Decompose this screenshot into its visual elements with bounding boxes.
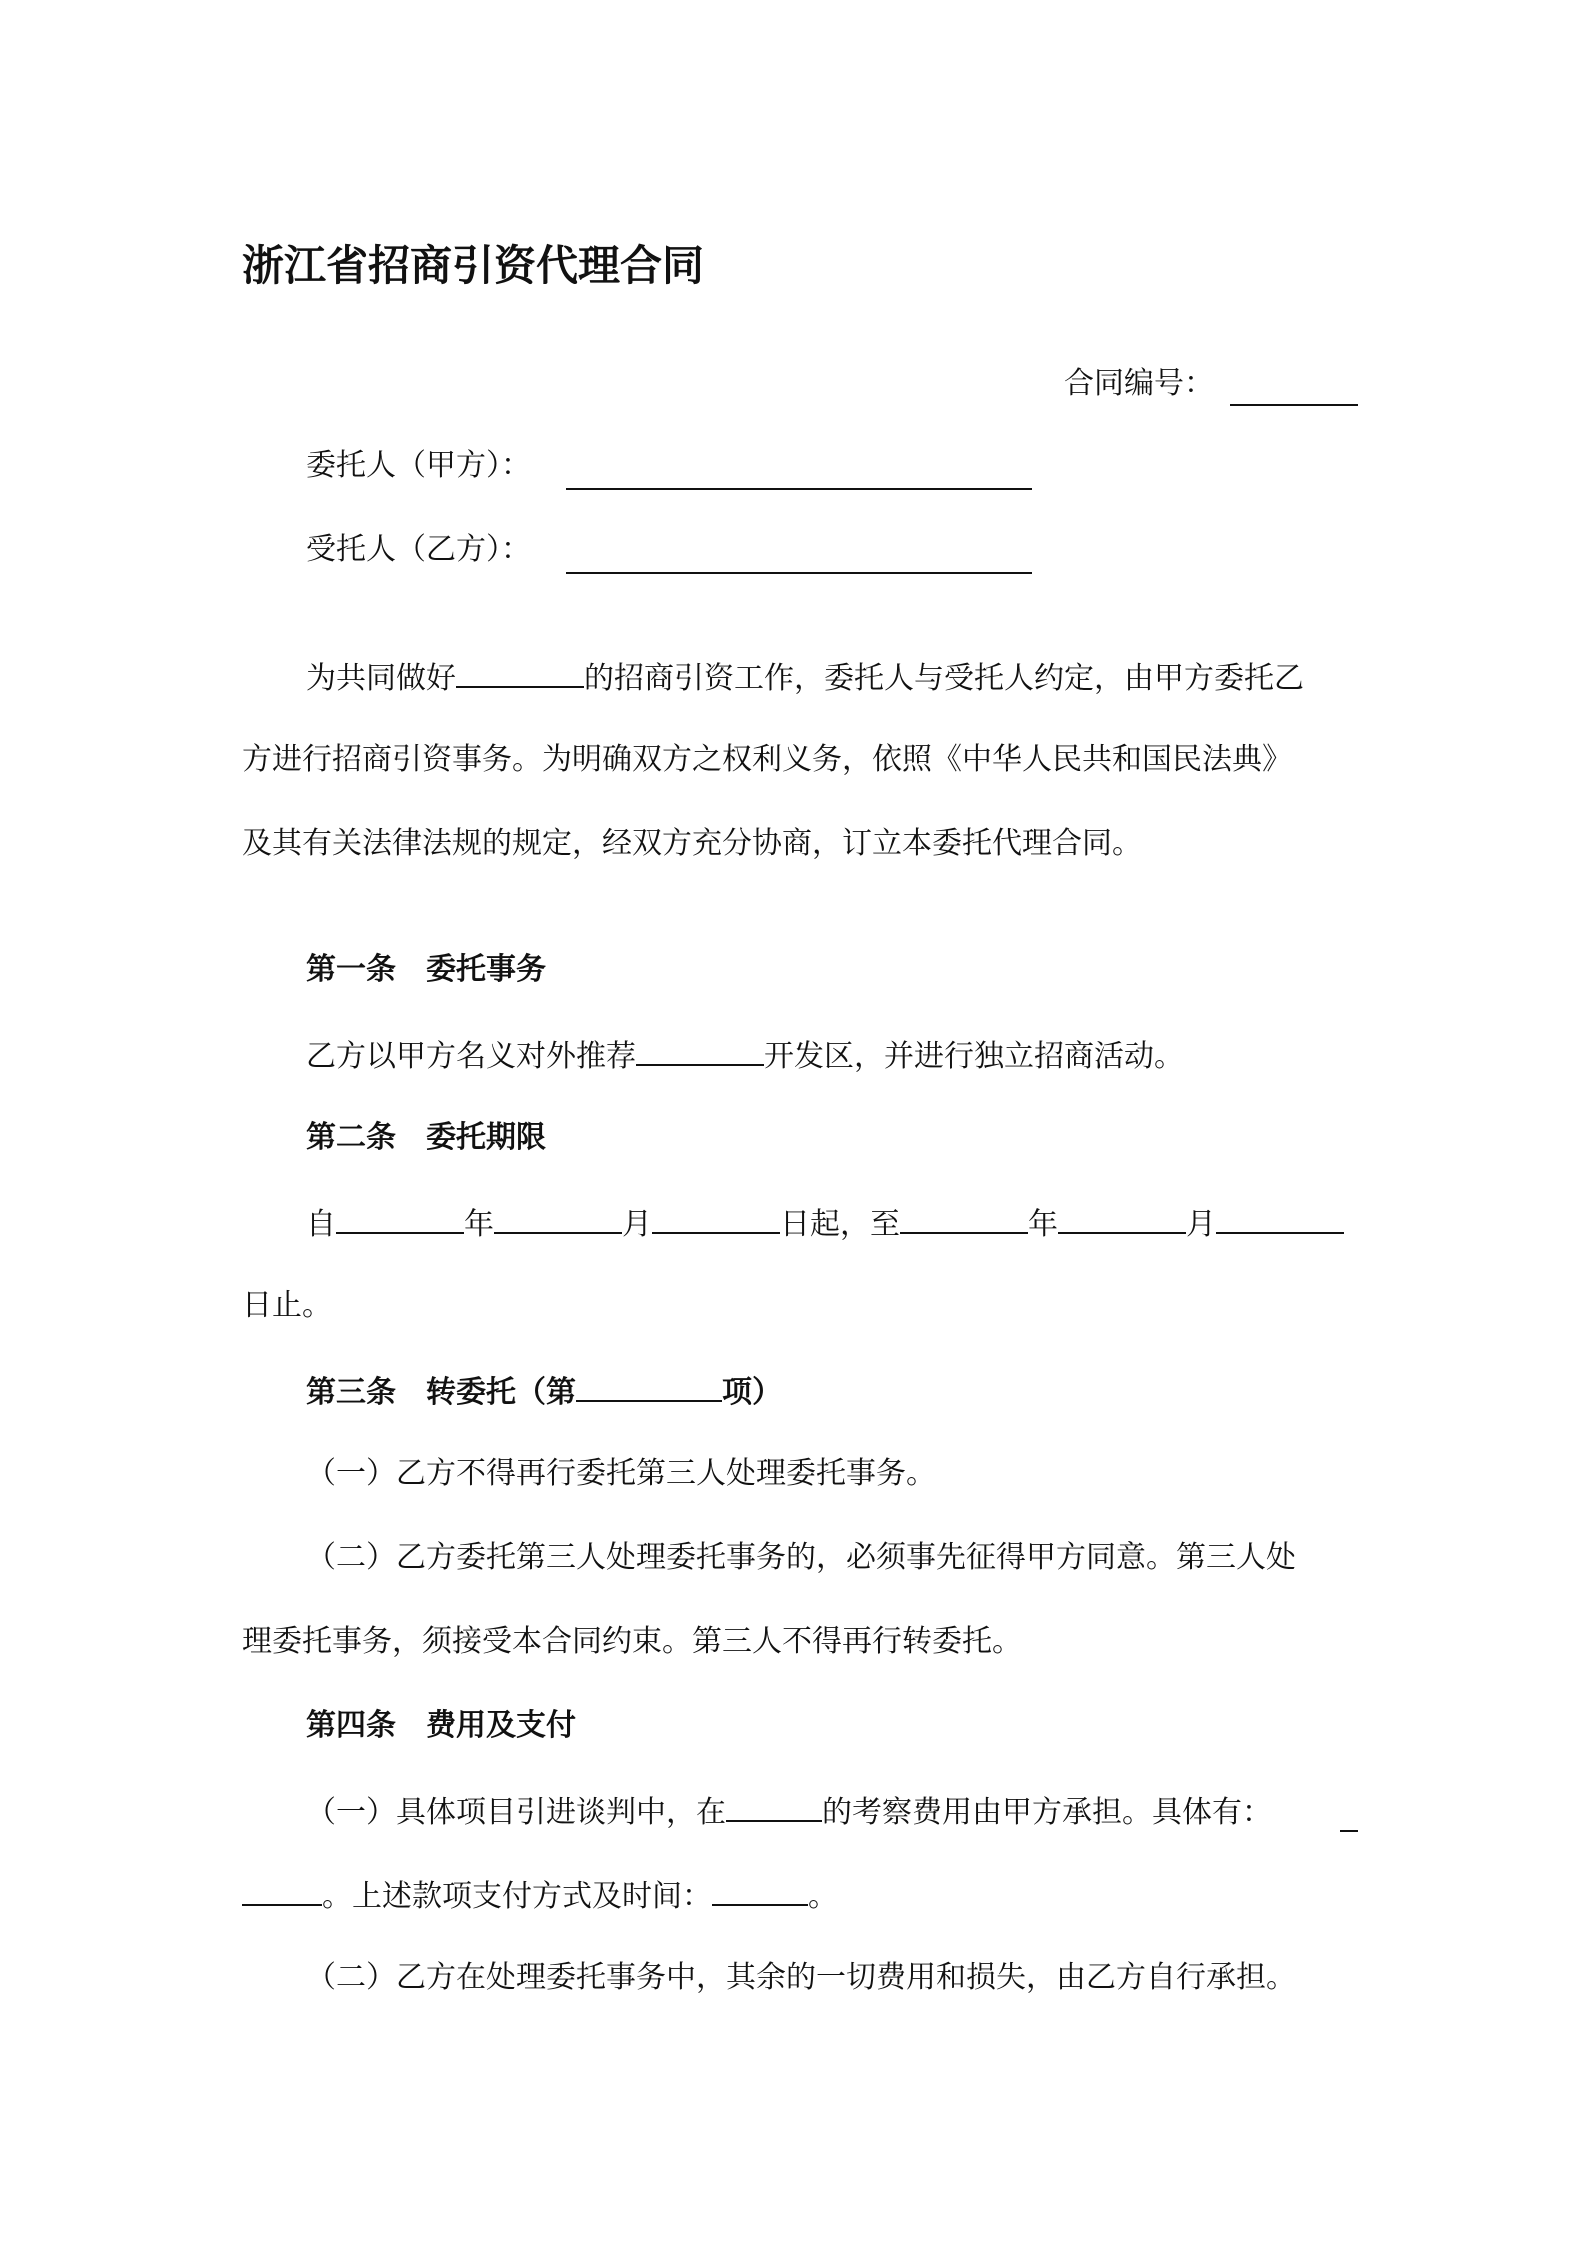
article-3-heading <box>306 1370 782 1413</box>
article-4-item-1-line-1 <box>306 1790 1272 1833</box>
item-number-blank[interactable] <box>576 1370 722 1402</box>
text-month: 月 <box>622 1207 652 1242</box>
article-4-item-1-text-c: 。上述款项支付方式及时间： <box>322 1879 712 1914</box>
text-month-2: 月 <box>1186 1207 1216 1242</box>
preamble-line-3: 及其有关法律法规的规定，经双方充分协商，订立本委托代理合同。 <box>242 826 1142 861</box>
article-4-item-2: （二）乙方在处理委托事务中，其余的一切费用和损失，由乙方自行承担。 <box>306 1960 1296 1995</box>
article-1-heading: 第一条 委托事务 <box>306 952 546 987</box>
article-3-item-2a: （二）乙方委托第三人处理委托事务的，必须事先征得甲方同意。第三人处 <box>306 1540 1296 1575</box>
article-4-item-1-line-2 <box>242 1874 838 1917</box>
end-day-blank[interactable] <box>1216 1202 1344 1234</box>
article-1-text-a: 乙方以甲方名义对外推荐 <box>306 1039 636 1074</box>
start-month-blank[interactable] <box>494 1202 622 1234</box>
party-a-blank[interactable] <box>566 488 1032 490</box>
preamble-text: 的招商引资工作，委托人与受托人约定，由甲方委托乙 <box>584 661 1304 696</box>
start-day-blank[interactable] <box>652 1202 780 1234</box>
article-4-item-1-text-a: （一）具体项目引进谈判中，在 <box>306 1795 726 1830</box>
article-1-text-b: 开发区，并进行独立招商活动。 <box>764 1039 1184 1074</box>
text-day-to: 日起，至 <box>780 1207 900 1242</box>
party-a-label: 委托人（甲方）： <box>306 448 531 483</box>
article-2-period <box>306 1202 1344 1245</box>
article-4-item-1-text-d: 。 <box>808 1879 838 1914</box>
start-year-blank[interactable] <box>336 1202 464 1234</box>
article-4-item-1-text-b: 的考察费用由甲方承担。具体有： <box>822 1795 1272 1830</box>
preamble-text: 为共同做好 <box>306 661 456 696</box>
party-b-blank[interactable] <box>566 572 1032 574</box>
end-month-blank[interactable] <box>1058 1202 1186 1234</box>
end-year-blank[interactable] <box>900 1202 1028 1234</box>
document-title: 浙江省招商引资代理合同 <box>242 241 705 290</box>
article-3-item-1: （一）乙方不得再行委托第三人处理委托事务。 <box>306 1456 936 1491</box>
text-from: 自 <box>306 1207 336 1242</box>
article-2-heading: 第二条 委托期限 <box>306 1120 546 1155</box>
party-b-label: 受托人（乙方）： <box>306 532 531 567</box>
project-blank[interactable] <box>456 656 584 688</box>
contract-number-label: 合同编号： <box>1064 366 1214 401</box>
preamble-line-1 <box>306 656 1304 699</box>
article-3-heading-a: 第三条 转委托（第 <box>306 1375 576 1410</box>
details-blank-start[interactable] <box>1340 1830 1358 1832</box>
text-year: 年 <box>464 1207 494 1242</box>
article-4-heading: 第四条 费用及支付 <box>306 1708 576 1743</box>
article-3-item-2b: 理委托事务，须接受本合同约束。第三人不得再行转委托。 <box>242 1624 1022 1659</box>
stage-blank[interactable] <box>726 1790 822 1822</box>
preamble-line-2: 方进行招商引资事务。为明确双方之权利义务，依照《中华人民共和国民法典》 <box>242 742 1292 777</box>
article-2-end: 日止。 <box>242 1288 332 1323</box>
article-1-text <box>306 1034 1184 1077</box>
details-blank[interactable] <box>242 1874 322 1906</box>
dev-zone-blank[interactable] <box>636 1034 764 1066</box>
contract-number-blank[interactable] <box>1230 404 1358 406</box>
text-year-2: 年 <box>1028 1207 1058 1242</box>
payment-blank[interactable] <box>712 1874 808 1906</box>
article-3-heading-b: 项） <box>722 1375 782 1410</box>
